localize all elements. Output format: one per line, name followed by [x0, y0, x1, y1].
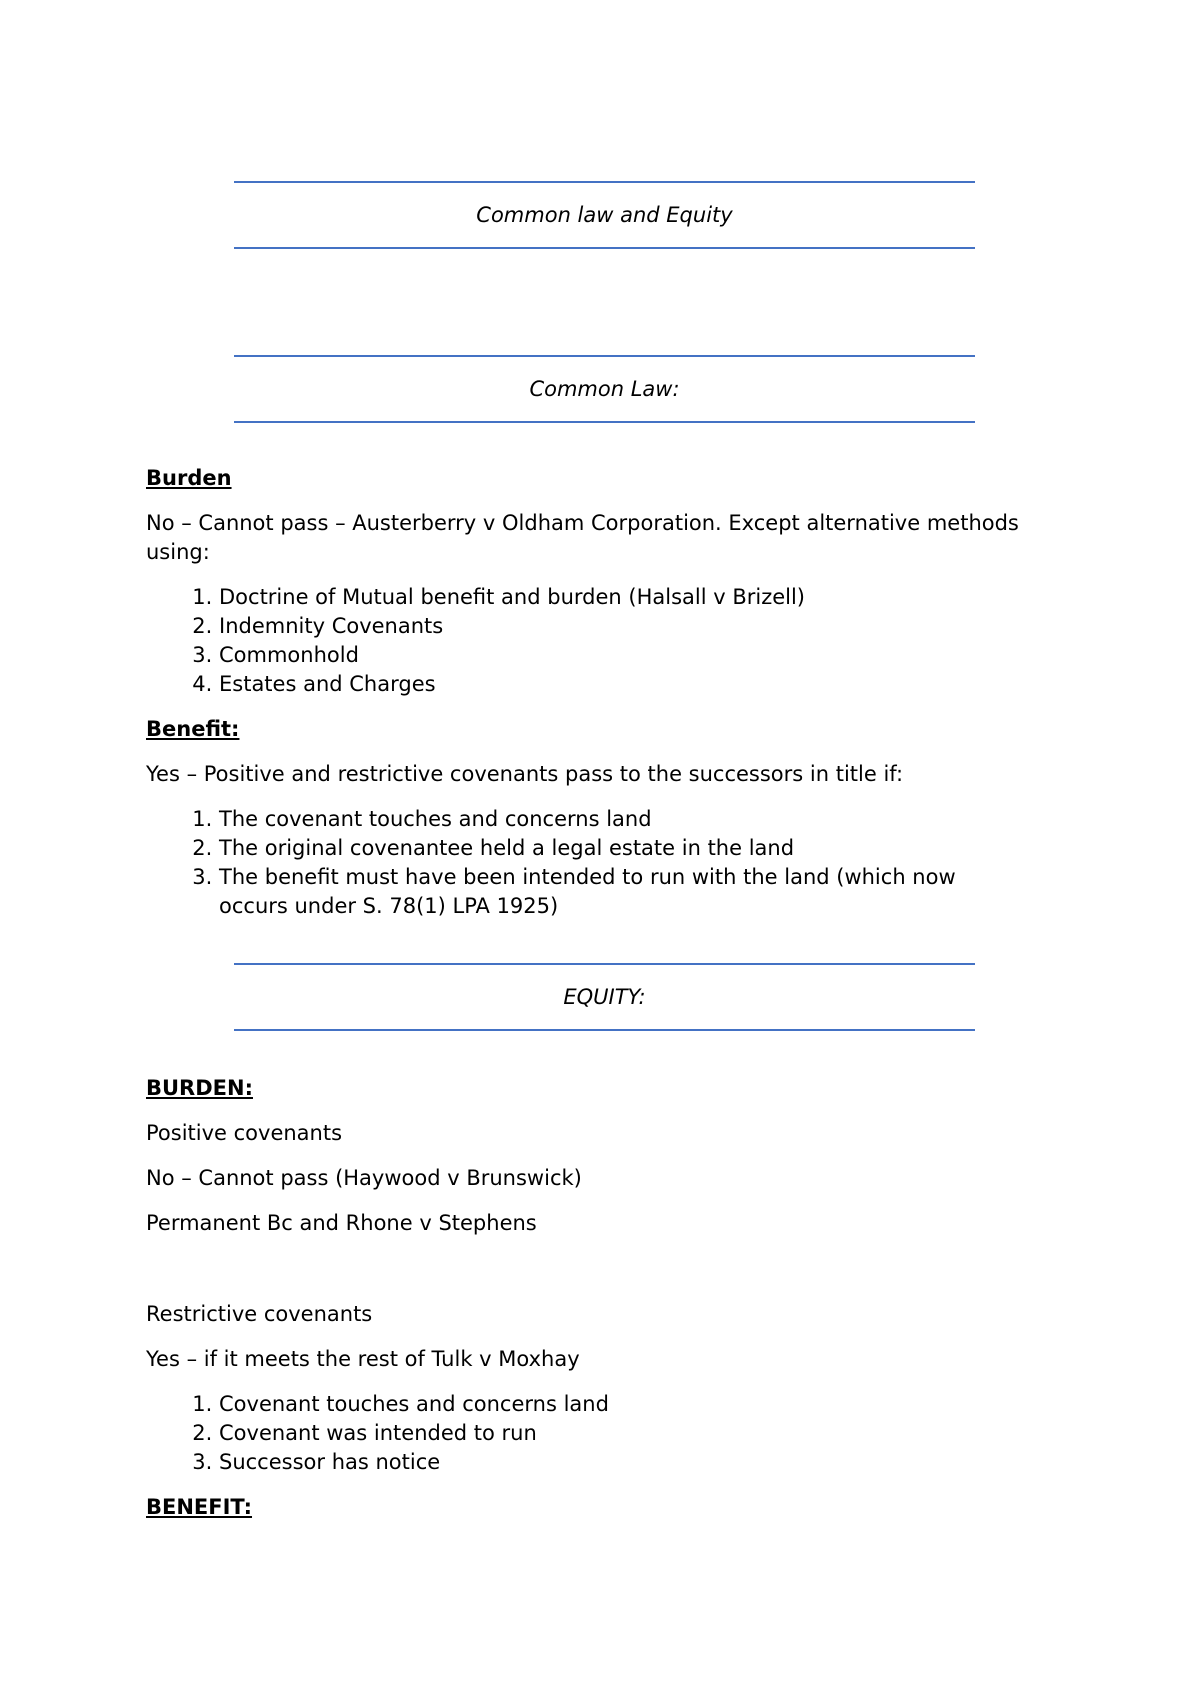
- common-law-burden-heading: Burden: [146, 466, 232, 490]
- list-item: 1. Covenant touches and concerns land: [219, 1390, 1026, 1419]
- common-law-benefit-text: Yes – Positive and restrictive covenants pass to the successors in title if:: [146, 762, 904, 786]
- common-law-title: Common Law:: [529, 377, 680, 401]
- burden-methods-list: [146, 583, 1026, 699]
- list-item: 2. The original covenantee held a legal estate in the land: [219, 834, 1026, 863]
- list-item: 1. The covenant touches and concerns land: [219, 805, 1026, 834]
- restrictive-covenants-label: Restrictive covenants: [146, 1302, 373, 1326]
- list-item: 2. Indemnity Covenants: [219, 612, 1026, 641]
- list-item: 3. Commonhold: [219, 641, 1026, 670]
- list-item: 3. Successor has notice: [219, 1448, 1026, 1477]
- document-title: Common law and Equity: [476, 203, 733, 227]
- positive-covenants-text: No – Cannot pass (Haywood v Brunswick): [146, 1166, 582, 1190]
- list-item: 1. Doctrine of Mutual benefit and burden (Halsall v Brizell): [219, 583, 1026, 612]
- equity-burden-heading: BURDEN:: [146, 1076, 253, 1100]
- restrictive-covenants-text: Yes – if it meets the rest of Tulk v Moxhay: [146, 1347, 580, 1371]
- restrictive-conditions-list: [146, 1390, 1026, 1477]
- common-law-banner: [234, 355, 975, 423]
- benefit-conditions-list: [146, 805, 1026, 921]
- common-law-benefit-heading: Benefit:: [146, 717, 240, 741]
- equity-banner: [234, 963, 975, 1031]
- positive-covenants-cases: Permanent Bc and Rhone v Stephens: [146, 1211, 537, 1235]
- common-law-burden-text: No – Cannot pass – Austerberry v Oldham Corporation. Except alternative methods using:: [146, 511, 1019, 564]
- positive-covenants-label: Positive covenants: [146, 1121, 343, 1145]
- common-law-section: [146, 464, 1026, 921]
- document-title-banner: [234, 181, 975, 249]
- list-item: 4. Estates and Charges: [219, 670, 1026, 699]
- equity-title: EQUITY:: [563, 985, 646, 1009]
- list-item: 3. The benefit must have been intended to run with the land (which now occurs under S. 78(1) LPA 1925): [219, 863, 1026, 921]
- equity-benefit-heading: BENEFIT:: [146, 1495, 253, 1519]
- list-item: 2. Covenant was intended to run: [219, 1419, 1026, 1448]
- equity-section: [146, 1074, 1026, 1522]
